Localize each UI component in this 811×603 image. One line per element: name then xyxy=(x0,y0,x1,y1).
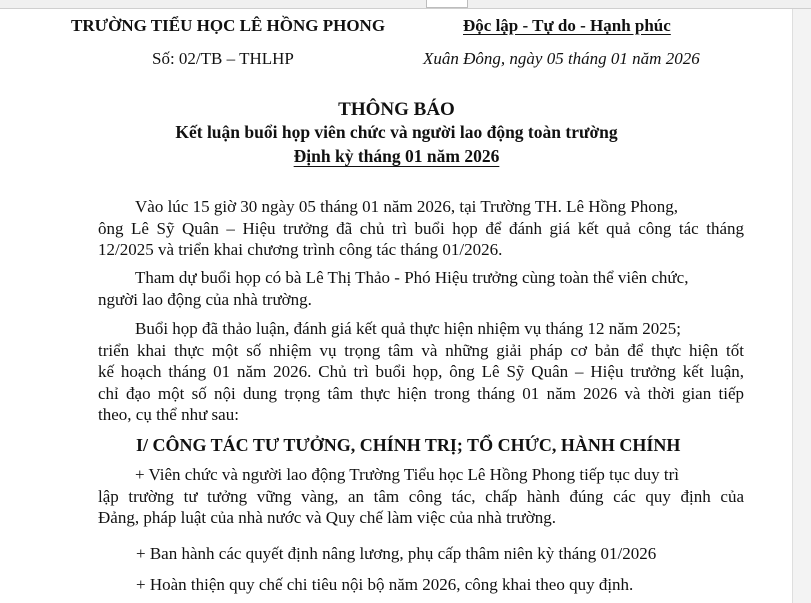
place-and-date: Xuân Đông, ngày 05 tháng 01 năm 2026 xyxy=(423,49,700,68)
document-period: Định kỳ tháng 01 năm 2026 xyxy=(293,146,500,166)
paragraph-line: Đảng, pháp luật của nhà nước và Quy chế làm việc của nhà trường. xyxy=(98,508,556,527)
paragraph-line: + Viên chức và người lao động Trường Tiểu học Lê Hồng Phong tiếp tục duy trì xyxy=(135,465,680,484)
paragraph-line: người lao động của nhà trường. xyxy=(98,289,312,309)
paragraph-line: Vào lúc 15 giờ 30 ngày 05 tháng 01 năm 2026, tại Trường TH. Lê Hồng Phong, xyxy=(135,197,678,216)
paragraph-discussion xyxy=(98,318,744,426)
paragraph-line: 12/2025 và triển khai chương trình công tác tháng 01/2026. xyxy=(98,240,503,259)
paragraph-line: chỉ đạo một số nội dung trọng tâm thực hiện trong tháng 01 năm 2026 và thời gian tiếp xyxy=(98,383,744,403)
document-number: Số: 02/TB – THLHP xyxy=(152,49,294,68)
paragraph-line: kế hoạch tháng 01 năm 2026. Chủ trì buổi họp, ông Lê Sỹ Quân – Hiệu trưởng kết luận, xyxy=(98,362,744,381)
paragraph-attendees xyxy=(98,267,744,310)
national-motto: Độc lập - Tự do - Hạnh phúc xyxy=(463,16,671,35)
paragraph-line: Buổi họp đã thảo luận, đánh giá kết quả thực hiện nhiệm vụ tháng 12 năm 2025; xyxy=(135,319,682,338)
paragraph-opening xyxy=(98,196,744,261)
bullet-salary-decisions: + Ban hành các quyết định nâng lương, phụ cấp thâm niên kỳ tháng 01/2026 xyxy=(136,544,657,563)
paragraph-line: theo, cụ thể như sau: xyxy=(98,405,239,424)
paragraph-line: Tham dự buổi họp có bà Lê Thị Thảo - Phó Hiệu trưởng cùng toàn thể viên chức, xyxy=(135,268,689,287)
school-name: TRƯỜNG TIỂU HỌC LÊ HỒNG PHONG xyxy=(71,16,386,35)
bullet-internal-spending: + Hoàn thiện quy chế chi tiêu nội bộ năm 2026, công khai theo quy định. xyxy=(136,575,634,594)
section-heading-1: I/ CÔNG TÁC TƯ TƯỞNG, CHÍNH TRỊ; TỔ CHỨC, HÀNH CHÍNH xyxy=(136,435,681,455)
paragraph-line: ông Lê Sỹ Quân – Hiệu trưởng đã chủ trì buổi họp để đánh giá kết quả công tác tháng xyxy=(98,218,744,238)
paragraph-line: triển khai thực một số nhiệm vụ trọng tâm và những giải pháp cơ bản để thực hiện tốt xyxy=(98,340,744,360)
document-subtitle: Kết luận buổi họp viên chức và người lao động toàn trường xyxy=(175,122,618,142)
paragraph-line: lập trường tư tưởng vững vàng, an tâm công tác, chấp hành đúng các quy định của xyxy=(98,486,744,506)
vertical-scrollbar[interactable] xyxy=(792,9,811,603)
document-title: THÔNG BÁO xyxy=(338,99,455,120)
paragraph-bullet-1 xyxy=(98,464,744,529)
